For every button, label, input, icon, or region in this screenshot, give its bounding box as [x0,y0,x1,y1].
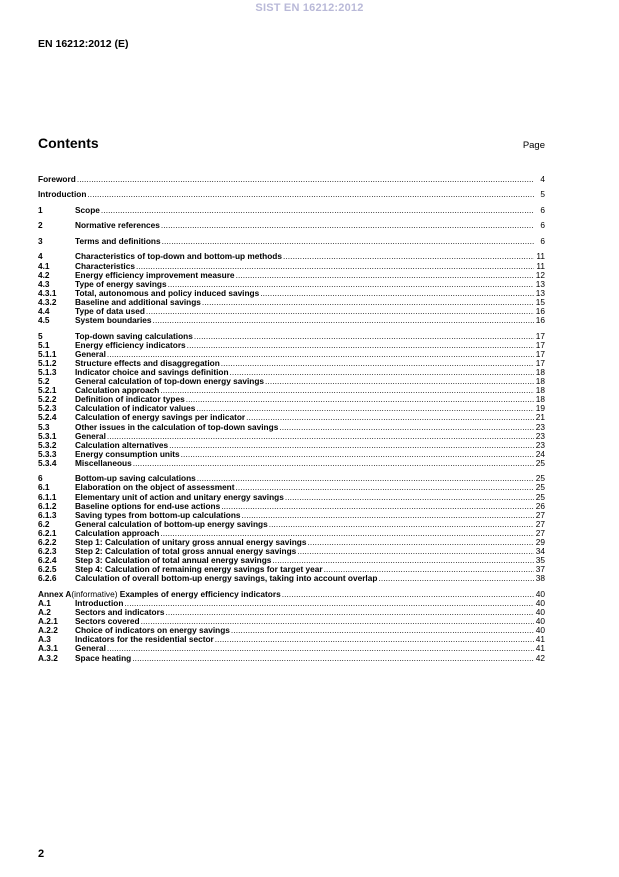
toc-entry[interactable] [38,175,545,184]
toc-entry-page: 27 [535,518,545,529]
toc-dot-leader [87,190,534,199]
toc-dot-leader [197,474,534,483]
toc-dot-leader [215,635,534,644]
toc-entry-number: 5.1.2 [38,357,57,368]
toc-entry-page: 17 [535,348,545,359]
toc-dot-leader [194,332,534,341]
toc-dot-leader [146,307,534,316]
toc-entry-title: Calculation alternatives [75,439,169,450]
toc-entry-page: 29 [535,537,545,548]
toc-entry-page: 42 [535,652,545,663]
page-number: 2 [38,848,45,860]
toc-entry-page: 16 [535,305,545,316]
toc-entry-number: 6.1.2 [38,500,57,511]
toc-entry-title: Scope [75,204,100,215]
toc-entry-number: 5.3.4 [38,457,57,468]
toc-dot-leader [221,359,534,368]
toc-entry-annex-type: (informative) [71,588,118,599]
toc-entry-title: General calculation of top-down energy savings [75,376,265,387]
toc-entry-page: 27 [535,527,545,538]
toc-entry-number: 5.2 [38,376,50,387]
toc-entry-number: 4.2 [38,269,50,280]
toc-entry-title: Foreword [38,174,76,184]
toc-entry-number: 5.1 [38,339,50,350]
toc-entry-title: Sectors and indicators [75,607,165,618]
toc-entry-number: 3 [38,235,43,246]
toc-entry-title: Calculation of overall bottom-up energy savings, taking into account overlap [75,573,378,584]
toc-dot-leader [231,626,534,635]
toc-dot-leader [101,206,534,215]
toc-entry-page: 40 [535,616,545,627]
toc-dot-leader [242,511,535,520]
toc-entry-title: Other issues in the calculation of top-down savings [75,421,279,432]
toc-entry-title: Introduction [38,189,87,200]
toc-entry-number: A.3.2 [38,652,58,663]
toc-entry-title: Calculation approach [75,527,160,538]
toc-entry-page: 17 [535,330,545,341]
toc-dot-leader [269,520,534,529]
toc-entry-title: Top-down saving calculations [75,330,193,341]
toc-dot-leader [169,441,534,450]
toc-dot-leader [282,590,534,599]
toc-entry-number: 5.1.3 [38,366,57,377]
toc-entry-page: 6 [540,235,545,246]
toc-dot-leader [260,289,534,298]
toc-entry-number: 6.2.1 [38,527,57,538]
toc-entry-title: Choice of indicators on energy savings [75,625,230,636]
page-title: Contents [38,135,99,151]
toc-entry-page: 17 [535,339,545,350]
toc-dot-leader [153,316,534,325]
toc-entry-page: 40 [535,597,545,608]
toc-entry-page: 19 [535,403,545,414]
toc-entry-page: 40 [535,607,545,618]
toc-entry-number: A.3.1 [38,643,58,654]
toc-entry-number: A.2 [38,607,51,618]
toc-entry-number: 4.3.1 [38,287,57,298]
toc-entry-title: Baseline options for end-use actions [75,500,221,511]
toc-entry-number: 6.1 [38,482,50,493]
toc-entry-page: 15 [535,296,545,307]
toc-entry-page: 21 [535,412,545,423]
page-column-label: Page [522,140,545,151]
toc-entry[interactable] [38,316,545,325]
toc-entry-number: A.2.2 [38,625,58,636]
toc-entry-number: 1 [38,204,43,215]
toc-entry-title: Indicator choice and savings definition [75,366,229,377]
toc-dot-leader [307,538,534,547]
toc-entry-title: Total, autonomous and policy induced savings [75,287,260,298]
toc-entry[interactable] [38,190,545,199]
toc-entry-page: 26 [535,500,545,511]
toc-entry-title: Structure effects and disaggregation [75,357,220,368]
toc-entry-title: Normative references [75,220,160,231]
toc-entry-number: 5 [38,330,43,341]
toc-entry-page: 27 [535,509,545,520]
toc-entry-number: 5.2.2 [38,394,57,405]
toc-dot-leader [283,252,534,261]
toc-entry-title: Elaboration on the object of assessment [75,482,235,493]
toc-entry[interactable] [38,654,545,663]
toc-entry-page: 25 [535,473,545,484]
toc-entry-page: 13 [535,287,545,298]
toc-dot-leader [161,221,534,230]
toc-entry-number: 5.3.3 [38,448,57,459]
toc-dot-leader [107,432,534,441]
toc-entry-title: Space heating [75,652,132,663]
toc-entry-title: Type of data used [75,305,145,316]
toc-dot-leader [181,450,534,459]
toc-entry-title: Type of energy savings [75,278,167,289]
toc-dot-leader [162,237,534,246]
toc-entry-title: Step 4: Calculation of remaining energy savings for target year [75,564,323,575]
toc-entry-title: General [75,643,106,654]
toc-dot-leader [378,574,534,583]
toc-dot-leader [77,175,534,184]
toc-entry-title: Terms and definitions [75,235,161,246]
toc-entry-page: 24 [535,448,545,459]
toc-entry-page: 18 [535,376,545,387]
toc-entry-page: 34 [535,546,545,557]
toc-dot-leader [236,271,534,280]
toc-entry-page: 40 [535,588,545,599]
toc-entry-page: 35 [535,555,545,566]
toc-dot-leader [165,608,534,617]
toc-entry-number: A.3 [38,634,51,645]
toc-entry-number: 6.2 [38,518,50,529]
toc-entry-title: Characteristics [75,260,135,271]
toc-entry[interactable] [38,459,545,468]
toc-entry-title: Calculation of energy savings per indicator [75,412,246,423]
toc-entry-page: 18 [535,366,545,377]
toc-entry-title: Baseline and additional savings [75,296,201,307]
toc-entry-number: Annex A [38,588,72,599]
toc-entry-number: 4.3.2 [38,296,57,307]
toc-entry-page: 16 [535,315,545,326]
toc-entry[interactable] [38,206,545,215]
toc-dot-leader [196,404,534,413]
toc-dot-leader [246,413,534,422]
toc-dot-leader [124,599,534,608]
toc-entry-title: Characteristics of top-down and bottom-up methods [75,251,282,262]
toc-entry-number: 5.3.1 [38,430,57,441]
toc-entry-title: System boundaries [75,315,152,326]
toc-entry-page: 6 [540,220,545,231]
toc-entry-title: Saving types from bottom-up calculations [75,509,241,520]
toc-entry-title: Definition of indicator types [75,394,185,405]
toc-dot-leader [132,654,534,663]
toc-entry-page: 25 [535,482,545,493]
toc-entry-page: 18 [535,385,545,396]
toc-entry-page: 37 [535,564,545,575]
toc-entry-page: 5 [540,189,545,200]
toc-entry-title: Step 2: Calculation of total gross annual energy savings [75,546,297,557]
toc-entry[interactable] [38,341,545,350]
toc-dot-leader [160,386,534,395]
toc-entry-number: 6.1.1 [38,491,57,502]
watermark-text: SIST EN 16212:2012 [255,2,364,14]
toc-entry-number: 6.2.3 [38,546,57,557]
toc-entry-title: Miscellaneous [75,457,132,468]
toc-entry-title: Bottom-up saving calculations [75,473,196,484]
toc-entry-number: 2 [38,220,43,231]
toc-entry-page: 41 [535,643,545,654]
toc-entry-title: General [75,348,106,359]
toc-entry[interactable] [38,237,545,246]
toc-entry-page: 6 [540,204,545,215]
toc-dot-leader [133,459,534,468]
toc-entry-number: 4.4 [38,305,50,316]
toc-dot-leader [285,493,534,502]
toc-entry[interactable] [38,635,545,644]
toc-dot-leader [186,395,534,404]
toc-entry-title: Introduction [75,597,124,608]
toc-entry-number: 4.5 [38,315,50,326]
toc-dot-leader [230,368,534,377]
toc-entry-page: 23 [535,430,545,441]
toc-entry-number: 6.2.4 [38,555,57,566]
toc-dot-leader [297,547,534,556]
toc-entry-page: 23 [535,439,545,450]
toc-entry-page: 18 [535,394,545,405]
toc-entry-number: 6.2.6 [38,573,57,584]
toc-dot-leader [221,502,534,511]
toc-entry-title: Step 1: Calculation of unitary gross annual energy savings [75,537,307,548]
toc-entry-title: Step 3: Calculation of total annual energy savings [75,555,272,566]
toc-dot-leader [187,341,534,350]
toc-entry-annex-title: Examples of energy efficiency indicators [119,588,281,599]
toc-entry-number: 5.2.4 [38,412,57,423]
toc-entry-number: 4 [38,251,43,262]
toc-entry-page: 11 [536,260,545,271]
toc-entry-number: 6.2.5 [38,564,57,575]
toc-entry-title: General [75,430,106,441]
toc-entry-number: 4.3 [38,278,50,289]
toc-entry[interactable] [38,574,545,583]
toc-entry-title: Energy efficiency improvement measure [75,269,235,280]
toc-entry-number: A.2.1 [38,616,58,627]
toc-entry-number: 5.1.1 [38,348,57,359]
toc-entry-number: 5.2.3 [38,403,57,414]
toc-entry-number: 5.3.2 [38,439,57,450]
toc-dot-leader [202,298,534,307]
table-of-contents [38,175,545,663]
toc-entry-number: 6.2.2 [38,537,57,548]
toc-entry-page: 41 [535,634,545,645]
toc-entry-number: 6.1.3 [38,509,57,520]
toc-entry-number: 5.2.1 [38,385,57,396]
toc-entry-title: Energy efficiency indicators [75,339,186,350]
toc-dot-leader [279,423,534,432]
toc-entry-page: 11 [536,251,545,262]
toc-entry-page: 40 [535,625,545,636]
toc-entry-number: 6 [38,473,43,484]
toc-dot-leader [265,377,534,386]
toc-entry-page: 38 [535,573,545,584]
toc-entry-title: Indicators for the residential sector [75,634,214,645]
toc-entry-page: 25 [535,457,545,468]
toc-entry-title: Sectors covered [75,616,140,627]
toc-entry-page: 12 [535,269,545,280]
toc-entry-page: 4 [540,174,545,184]
toc-entry-title: Energy consumption units [75,448,180,459]
toc-entry-title: General calculation of bottom-up energy savings [75,518,268,529]
toc-entry-number: A.1 [38,597,51,608]
toc-entry-title: Calculation approach [75,385,160,396]
toc-entry-number: 4.1 [38,260,50,271]
toc-entry[interactable] [38,221,545,230]
toc-entry[interactable] [38,423,545,432]
toc-entry-page: 13 [535,278,545,289]
toc-entry-page: 17 [535,357,545,368]
toc-dot-leader [107,644,534,653]
toc-entry-number: 5.3 [38,421,50,432]
document-id: EN 16212:2012 (E) [38,38,129,50]
toc-entry-page: 25 [535,491,545,502]
toc-entry-title: Calculation of indicator values [75,403,196,414]
toc-entry-page: 23 [535,421,545,432]
toc-entry-title: Elementary unit of action and unitary energy savings [75,491,284,502]
